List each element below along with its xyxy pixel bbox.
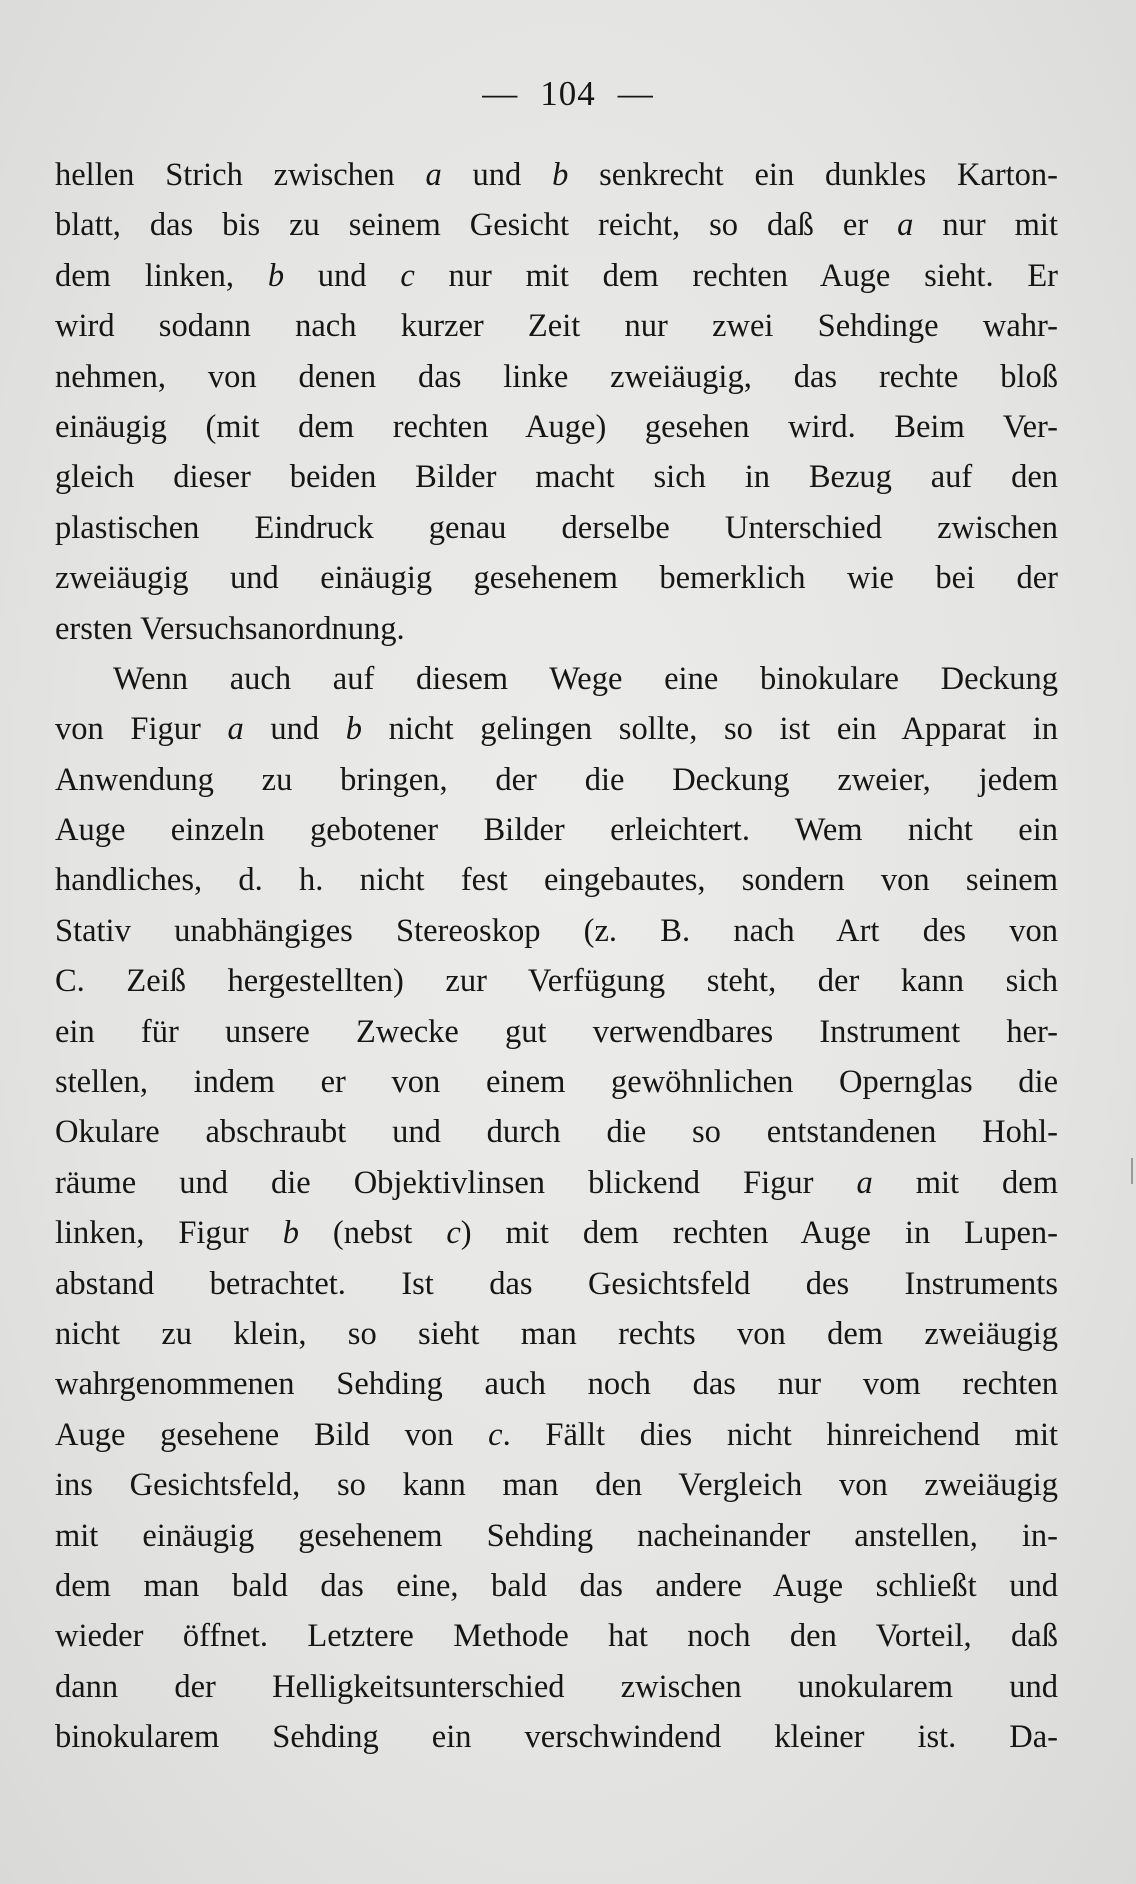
page-number: 104 (540, 74, 596, 113)
text-line (55, 452, 1058, 502)
text-segment: gleich dieser beiden Bilder macht sich in Bezug auf den (55, 459, 1058, 496)
text-line (55, 1259, 1058, 1309)
text-segment: Anwendung zu bringen, der die Deckung zweier, jedem (55, 761, 1058, 798)
body-text (55, 150, 1058, 1763)
text-segment: nur mit (913, 207, 1058, 244)
text-segment: zweiäugig und einäugig gesehenem bemerklich wie bei der (55, 560, 1058, 597)
text-segment: nur mit dem rechten Auge sieht. Er (414, 257, 1058, 294)
text-segment: einäugig (mit dem rechten Auge) gesehen wird. Beim Ver- (55, 408, 1058, 445)
text-line (55, 1561, 1058, 1611)
text-segment: Auge einzeln gebotener Bilder erleichtert. Wem nicht ein (55, 812, 1058, 849)
text-segment: binokularem Sehding ein verschwindend kleiner ist. Da- (55, 1719, 1058, 1756)
text-line (55, 503, 1058, 553)
text-line (55, 906, 1058, 956)
text-segment: dem linken, (55, 257, 268, 294)
text-segment: ins Gesichtsfeld, so kann man den Vergleich von zweiäugig (55, 1467, 1058, 1504)
text-line (55, 1611, 1058, 1661)
italic-figure-letter: b (282, 1215, 299, 1252)
text-line (55, 1158, 1058, 1208)
italic-figure-letter: b (345, 711, 362, 748)
text-line (55, 352, 1058, 402)
text-line (55, 1460, 1058, 1510)
text-segment: . Fällt dies nicht hinreichend mit (502, 1416, 1059, 1453)
text-segment: Stativ unabhängiges Stereoskop (z. B. nach Art des von (55, 912, 1058, 949)
text-segment: blatt, das bis zu seinem Gesicht reicht, so daß er (55, 207, 898, 244)
italic-figure-letter: c (400, 257, 415, 294)
italic-figure-letter: c (446, 1215, 461, 1252)
text-segment: räume und die Objektivlinsen blickend Figur (55, 1164, 857, 1201)
text-line (55, 755, 1058, 805)
text-segment: dem man bald das eine, bald das andere Auge schließt und (55, 1567, 1058, 1604)
italic-figure-letter: c (488, 1416, 503, 1453)
italic-figure-letter: b (552, 157, 569, 193)
text-line (55, 1662, 1058, 1712)
text-line (55, 1712, 1058, 1762)
text-segment: ) mit dem rechten Auge in Lupen- (460, 1215, 1058, 1252)
text-line (55, 1007, 1058, 1057)
text-segment: von Figur (55, 711, 228, 748)
text-line (55, 553, 1058, 603)
text-segment: nicht zu klein, so sieht man rechts von dem zweiäugig (55, 1315, 1058, 1352)
text-segment: abstand betrachtet. Ist das Gesichtsfeld des Instruments (55, 1265, 1058, 1302)
text-segment: stellen, indem er von einem gewöhnlichen Opernglas die (55, 1064, 1058, 1101)
page-header (0, 74, 1136, 114)
text-segment: nicht gelingen sollte, so ist ein Apparat in (362, 711, 1059, 748)
text-segment: wieder öffnet. Letztere Methode hat noch den Vorteil, daß (55, 1618, 1058, 1655)
text-segment: und (284, 257, 401, 294)
text-line (55, 1410, 1058, 1460)
text-line (55, 855, 1058, 905)
header-dash-right: — (617, 74, 654, 113)
text-segment: Wenn auch auf diesem Wege eine binokulare Deckung (113, 660, 1058, 697)
text-segment: handliches, d. h. nicht fest eingebautes, sondern von seinem (55, 862, 1058, 899)
text-line (55, 704, 1058, 754)
text-line (55, 1107, 1058, 1157)
text-line (55, 150, 1058, 200)
text-line (55, 604, 1058, 654)
text-line (55, 1359, 1058, 1409)
text-segment: plastischen Eindruck genau derselbe Unterschied zwischen (55, 509, 1058, 546)
text-line (55, 1208, 1058, 1258)
text-line (55, 956, 1058, 1006)
text-segment: nehmen, von denen das linke zweiäugig, das rechte bloß (55, 358, 1058, 395)
text-segment: wahrgenommenen Sehding auch noch das nur vom rechten (55, 1366, 1058, 1403)
header-dash-left: — (482, 74, 519, 113)
text-segment: ersten Versuchsanordnung. (55, 610, 405, 647)
text-line (55, 402, 1058, 452)
text-segment: und (441, 157, 553, 193)
text-segment: mit dem (872, 1164, 1059, 1201)
text-segment: Okulare abschraubt und durch die so entstandenen Hohl- (55, 1114, 1058, 1151)
italic-figure-letter: b (267, 257, 285, 294)
text-line (55, 1511, 1058, 1561)
text-segment: senkrecht ein dunkles Karton- (568, 157, 1059, 193)
italic-figure-letter: a (425, 157, 442, 193)
text-segment: linken, Figur (55, 1215, 283, 1252)
text-segment: und (243, 711, 346, 748)
text-line (55, 1057, 1058, 1107)
text-segment: hellen Strich zwischen (55, 157, 426, 193)
italic-figure-letter: a (897, 207, 914, 244)
text-line (55, 200, 1058, 250)
text-segment: dann der Helligkeitsunterschied zwischen unokularem und (55, 1668, 1058, 1705)
italic-figure-letter: a (856, 1164, 873, 1201)
text-line (55, 301, 1058, 351)
text-segment: mit einäugig gesehenem Sehding nacheinander anstellen, in- (55, 1517, 1058, 1554)
text-segment: Auge gesehene Bild von (55, 1416, 489, 1453)
text-line (55, 654, 1058, 704)
text-line (55, 805, 1058, 855)
text-segment: wird sodann nach kurzer Zeit nur zwei Sehdinge wahr- (55, 308, 1058, 345)
text-line (55, 1309, 1058, 1359)
italic-figure-letter: a (227, 711, 244, 748)
text-line (55, 251, 1058, 301)
text-segment: ein für unsere Zwecke gut verwendbares Instrument her- (55, 1013, 1058, 1050)
text-segment: C. Zeiß hergestellten) zur Verfügung steht, der kann sich (55, 963, 1058, 1000)
page-edge-mark (1131, 1158, 1133, 1184)
text-segment: (nebst (298, 1215, 447, 1252)
